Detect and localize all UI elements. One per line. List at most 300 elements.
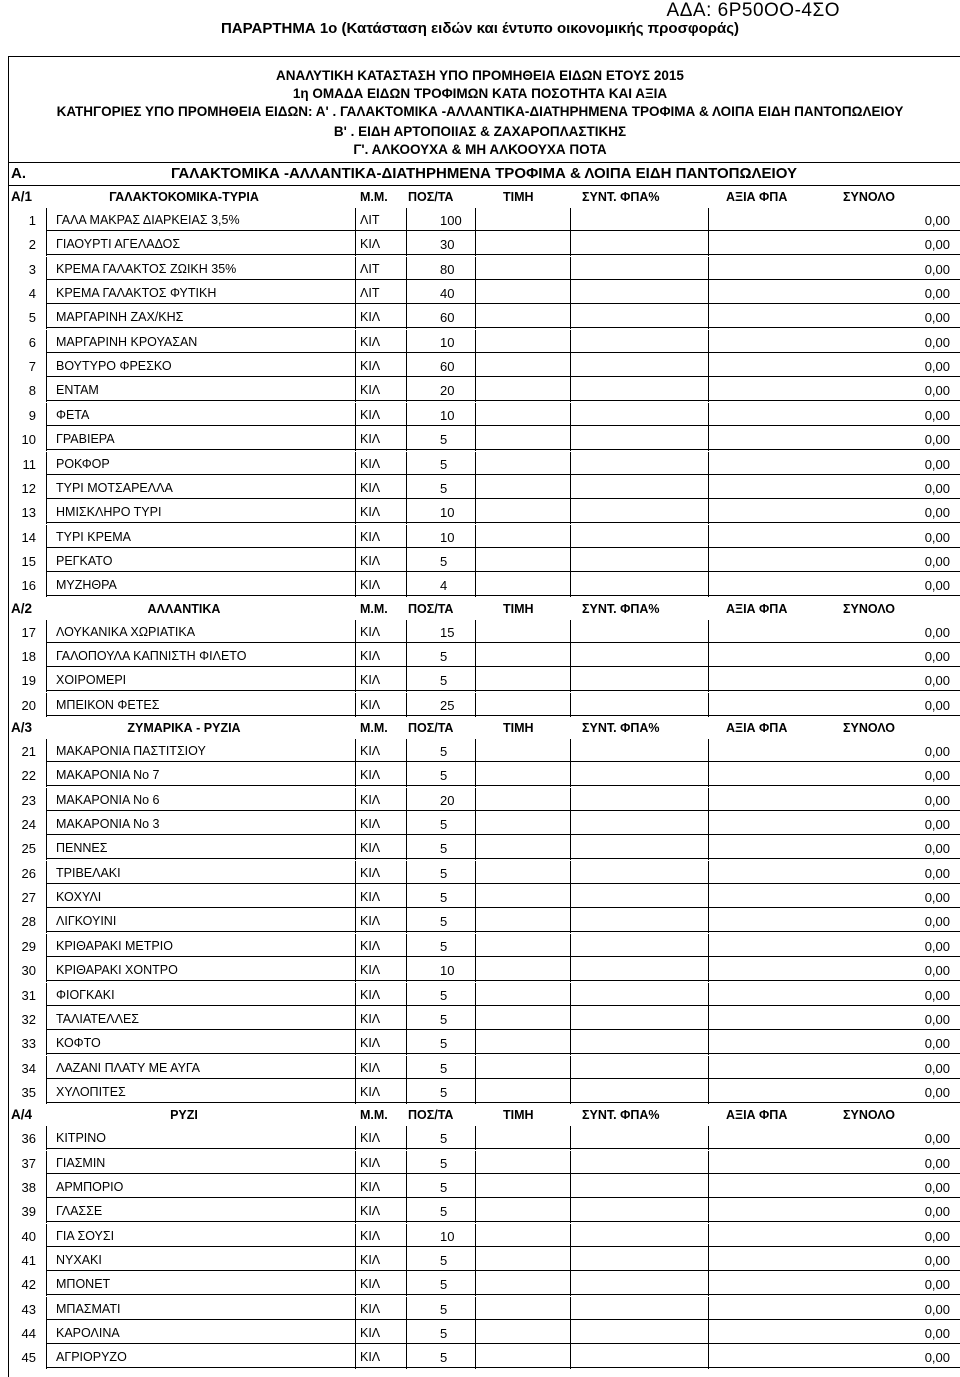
item-number: 32: [21, 1011, 36, 1027]
grid-line: [475, 232, 476, 256]
table-row: [8, 403, 960, 427]
item-number: 43: [21, 1301, 36, 1317]
grid-line: [475, 812, 476, 836]
item-name: ΠΕΝΝΕΣ: [56, 841, 108, 856]
grid-line: [406, 1151, 407, 1175]
table-row: [8, 208, 960, 232]
item-unit: ΚΙΛ: [360, 1277, 381, 1292]
grid-line: [570, 1031, 571, 1055]
grid-line: [406, 693, 407, 717]
grid-line: [406, 549, 407, 573]
item-unit: ΚΙΛ: [360, 1253, 381, 1267]
table-row: [8, 788, 960, 812]
table-row: [8, 668, 960, 692]
item-unit: ΚΙΛ: [360, 1011, 381, 1026]
column-total: ΣΥΝΟΛΟ: [843, 601, 895, 616]
item-unit: ΚΙΛ: [360, 529, 381, 544]
item-number: 45: [21, 1350, 36, 1366]
grid-line: [46, 500, 47, 524]
item-name: ΜΠΟΝΕΤ: [56, 1277, 111, 1292]
grid-line: [475, 500, 476, 524]
table-row: [8, 693, 960, 717]
table-row: [8, 1031, 960, 1055]
column-price: ΤΙΜΗ: [503, 1108, 534, 1123]
item-total: 0,00: [924, 480, 950, 496]
item-name: ΓΛΑΣΣΕ: [56, 1204, 103, 1219]
item-name: ΤΑΛΙΑΤΕΛΛΕΣ: [56, 1011, 140, 1026]
grid-line: [406, 257, 407, 281]
grid-line: [475, 1031, 476, 1055]
grid-line: [355, 525, 356, 549]
row-underline: [46, 690, 960, 691]
item-number: 39: [21, 1204, 36, 1220]
item-number: 18: [21, 648, 36, 664]
item-number: 37: [21, 1155, 36, 1171]
row-underline: [46, 858, 960, 859]
grid-line: [46, 378, 47, 402]
row-underline: [46, 1053, 960, 1054]
table-row: [8, 281, 960, 305]
grid-line: [475, 909, 476, 933]
item-quantity: 10: [440, 529, 455, 545]
grid-line: [708, 549, 709, 573]
item-total: 0,00: [924, 817, 950, 833]
grid-line: [406, 354, 407, 378]
grid-line: [355, 983, 356, 1007]
table-row: [8, 644, 960, 668]
grid-line: [708, 1007, 709, 1031]
grid-line: [406, 644, 407, 668]
grid-line: [475, 934, 476, 958]
item-total: 0,00: [924, 505, 950, 521]
grid-line: [406, 668, 407, 692]
grid-line: [46, 573, 47, 597]
grid-line: [708, 958, 709, 982]
grid-line: [406, 281, 407, 305]
grid-line: [570, 1175, 571, 1199]
item-total: 0,00: [924, 1036, 950, 1052]
grid-line: [475, 257, 476, 281]
grid-line: [406, 958, 407, 982]
item-name: ΚΑΡΟΛΙΝΑ: [56, 1326, 120, 1341]
item-total: 0,00: [924, 286, 950, 302]
item-name: ΛΙΓΚΟΥΙΝΙ: [56, 914, 117, 929]
group-code: Α/4: [11, 1107, 33, 1123]
grid-line: [355, 1056, 356, 1080]
table-row: [8, 1297, 960, 1321]
column-qty: ΠΟΣ/ΤΑ: [408, 721, 454, 735]
item-name: ΧΥΛΟΠΙΤΕΣ: [56, 1084, 126, 1099]
grid-line: [475, 1175, 476, 1199]
grid-line: [406, 1175, 407, 1199]
grid-line: [46, 885, 47, 909]
column-vat-value: ΑΞΙΑ ΦΠΑ: [726, 1108, 788, 1123]
row-underline: [46, 230, 960, 231]
item-unit: ΚΙΛ: [360, 383, 381, 398]
item-name: ΑΡΜΠΟΡΙΟ: [56, 1179, 124, 1194]
grid-line: [355, 1345, 356, 1369]
grid-line: [355, 208, 356, 232]
grid-line: [570, 330, 571, 354]
item-quantity: 5: [440, 1253, 448, 1268]
row-underline: [46, 400, 960, 401]
grid-line: [570, 620, 571, 644]
row-underline: [46, 785, 960, 786]
grid-line: [570, 378, 571, 402]
grid-line: [406, 909, 407, 933]
item-name: ΜΑΡΓΑΡΙΝΗ ΖΑΧ/ΚΗΣ: [56, 310, 184, 325]
item-total: 0,00: [924, 697, 950, 713]
item-total: 0,00: [924, 890, 950, 906]
item-number: 4: [28, 286, 36, 302]
table-row: [8, 861, 960, 885]
table-row: [8, 549, 960, 573]
item-total: 0,00: [924, 1277, 950, 1293]
grid-line: [46, 1297, 47, 1321]
grid-line: [46, 1224, 47, 1248]
grid-line: [708, 403, 709, 427]
section-code: Α.: [11, 165, 26, 182]
item-name: ΓΑΛΟΠΟΥΛΑ ΚΑΠΝΙΣΤΗ ΦΙΛΕΤΟ: [56, 648, 247, 663]
grid-line: [708, 232, 709, 256]
grid-line: [406, 1031, 407, 1055]
grid-line: [708, 281, 709, 305]
grid-line: [475, 378, 476, 402]
grid-line: [406, 1297, 407, 1321]
item-name: ΦΙΟΓΚΑΚΙ: [56, 987, 115, 1002]
grid-line: [708, 763, 709, 787]
grid-line: [570, 1297, 571, 1321]
grid-line: [406, 403, 407, 427]
item-quantity: 10: [440, 334, 455, 350]
grid-line: [475, 1272, 476, 1296]
grid-line: [475, 1126, 476, 1150]
item-name: ΤΥΡΙ ΚΡΕΜΑ: [56, 529, 132, 544]
grid-line: [46, 1007, 47, 1031]
grid-line: [406, 739, 407, 763]
item-total: 0,00: [924, 456, 950, 472]
grid-line: [355, 1248, 356, 1272]
item-total: 0,00: [924, 1179, 950, 1195]
grid-line: [708, 476, 709, 500]
item-number: 23: [21, 792, 36, 808]
item-unit: ΚΙΛ: [360, 1036, 381, 1051]
grid-line: [570, 909, 571, 933]
grid-line: [355, 1321, 356, 1345]
grid-line: [475, 549, 476, 573]
item-quantity: 5: [440, 480, 448, 496]
row-underline: [46, 1294, 960, 1295]
row-underline: [46, 931, 960, 932]
item-unit: ΚΙΛ: [360, 938, 381, 953]
grid-line: [46, 354, 47, 378]
item-number: 25: [21, 841, 36, 857]
item-unit: ΚΙΛ: [360, 768, 381, 783]
grid-line: [708, 257, 709, 281]
table-row: [8, 909, 960, 933]
item-unit: ΚΙΛ: [360, 1179, 381, 1194]
table-row: [8, 257, 960, 281]
grid-line: [475, 427, 476, 451]
item-name: ΚΟΦΤΟ: [56, 1036, 101, 1051]
column-vat-value: ΑΞΙΑ ΦΠΑ: [726, 721, 788, 735]
column-mm: Μ.Μ.: [360, 190, 388, 204]
item-number: 42: [21, 1277, 36, 1293]
item-number: 22: [21, 768, 36, 784]
item-unit: ΚΙΛ: [360, 1131, 381, 1146]
item-total: 0,00: [924, 1326, 950, 1342]
table-row: [8, 1007, 960, 1031]
grid-line: [570, 427, 571, 451]
grid-line: [46, 836, 47, 860]
item-name: ΦΕΤΑ: [56, 407, 90, 422]
group-header: [8, 1104, 960, 1126]
item-total: 0,00: [924, 744, 950, 759]
item-total: 0,00: [924, 261, 950, 277]
grid-line: [570, 1151, 571, 1175]
item-number: 19: [21, 673, 36, 689]
column-mm: Μ.Μ.: [360, 721, 388, 735]
grid-line: [406, 1126, 407, 1150]
item-unit: ΚΙΛ: [360, 237, 381, 252]
item-total: 0,00: [924, 648, 950, 664]
item-total: 0,00: [924, 914, 950, 930]
grid-line: [475, 1321, 476, 1345]
item-quantity: 5: [440, 744, 448, 759]
grid-line: [355, 452, 356, 476]
grid-line: [570, 644, 571, 668]
item-name: ΚΡΙΘΑΡΑΚΙ ΧΟΝΤΡΟ: [56, 963, 178, 978]
grid-line: [46, 958, 47, 982]
item-unit: ΚΙΛ: [360, 987, 381, 1002]
group-header: [8, 598, 960, 620]
annex-title: ΠΑΡΑΡΤΗΜΑ 1ο (Κατάσταση ειδών και έντυπο οικονομικής προσφοράς): [220, 20, 740, 37]
table-row: [8, 330, 960, 354]
group-header: [8, 186, 960, 208]
item-quantity: 5: [440, 1277, 448, 1293]
grid-line: [708, 1345, 709, 1369]
item-number: 24: [21, 817, 36, 833]
item-number: 29: [21, 938, 36, 954]
grid-line: [355, 427, 356, 451]
item-number: 14: [21, 529, 36, 545]
grid-line: [570, 452, 571, 476]
item-quantity: 5: [440, 1350, 448, 1366]
grid-line: [708, 836, 709, 860]
item-name: ΝΥΧΑΚΙ: [56, 1253, 102, 1267]
grid-line: [708, 693, 709, 717]
item-total: 0,00: [924, 1204, 950, 1220]
grid-line: [708, 983, 709, 1007]
header-line-4: Β' . ΕΙΔΗ ΑΡΤΟΠΟΙΙΑΣ & ΖΑΧΑΡΟΠΛΑΣΤΙΚΗΣ: [333, 124, 627, 139]
row-underline: [46, 279, 960, 280]
grid-line: [355, 739, 356, 763]
table-row: [8, 452, 960, 476]
column-mm: Μ.Μ.: [360, 601, 388, 616]
column-qty: ΠΟΣ/ΤΑ: [408, 601, 454, 616]
table-row: [8, 620, 960, 644]
grid-line: [406, 427, 407, 451]
row-underline: [46, 352, 960, 353]
column-total: ΣΥΝΟΛΟ: [843, 190, 895, 204]
grid-line: [355, 693, 356, 717]
item-unit: ΚΙΛ: [360, 890, 381, 905]
item-name: ΓΙΑΣΜΙΝ: [56, 1155, 106, 1170]
grid-line: [570, 573, 571, 597]
item-number: 6: [28, 334, 36, 350]
group-title: ΑΛΛΑΝΤΙΚΑ: [147, 601, 221, 616]
grid-line: [46, 788, 47, 812]
grid-line: [708, 378, 709, 402]
item-number: 41: [21, 1253, 36, 1268]
item-unit: ΚΙΛ: [360, 1155, 381, 1170]
grid-line: [708, 1321, 709, 1345]
item-name: ΕΝΤΑΜ: [56, 383, 99, 398]
table-row: [8, 232, 960, 256]
grid-line: [406, 934, 407, 958]
item-total: 0,00: [924, 310, 950, 326]
row-underline: [46, 761, 960, 762]
item-name: ΜΑΡΓΑΡΙΝΗ ΚΡΟΥΑΣΑΝ: [56, 334, 198, 349]
item-quantity: 5: [440, 1131, 448, 1147]
grid-line: [355, 620, 356, 644]
item-unit: ΚΙΛ: [360, 407, 381, 422]
grid-line: [406, 788, 407, 812]
item-name: ΜΠΑΣΜΑΤΙ: [56, 1301, 121, 1316]
item-unit: ΚΙΛ: [360, 624, 381, 639]
grid-line: [570, 983, 571, 1007]
item-unit: ΚΙΛ: [360, 578, 381, 593]
grid-line: [570, 500, 571, 524]
row-underline: [46, 956, 960, 957]
item-name: ΓΑΛΑ ΜΑΚΡΑΣ ΔΙΑΡΚΕΙΑΣ 3,5%: [56, 213, 240, 227]
grid-line: [475, 354, 476, 378]
item-total: 0,00: [924, 1253, 950, 1268]
item-number: 7: [28, 359, 36, 375]
item-name: ΧΟΙΡΟΜΕΡΙ: [56, 673, 127, 688]
item-quantity: 5: [440, 1155, 448, 1171]
grid-line: [46, 861, 47, 885]
item-unit: ΚΙΛ: [360, 817, 381, 832]
column-vat: ΣΥΝΤ. ΦΠΑ%: [582, 190, 660, 204]
item-number: 33: [21, 1036, 36, 1052]
grid-line: [46, 427, 47, 451]
grid-line: [46, 693, 47, 717]
group-code: Α/2: [11, 600, 33, 616]
item-unit: ΚΙΛ: [360, 914, 381, 929]
row-underline: [46, 254, 960, 255]
row-underline: [46, 1005, 960, 1006]
grid-line: [46, 620, 47, 644]
grid-line: [406, 620, 407, 644]
item-total: 0,00: [924, 624, 950, 640]
group-header: [8, 717, 960, 739]
item-number: 35: [21, 1084, 36, 1100]
grid-line: [570, 788, 571, 812]
grid-line: [355, 573, 356, 597]
group-title: ΡΥΖΙ: [170, 1108, 198, 1123]
grid-line: [475, 1248, 476, 1272]
item-unit: ΚΙΛ: [360, 334, 381, 349]
grid-line: [46, 403, 47, 427]
item-total: 0,00: [924, 407, 950, 423]
column-qty: ΠΟΣ/ΤΑ: [408, 1108, 454, 1123]
item-quantity: 10: [440, 1228, 455, 1244]
grid-line: [570, 1080, 571, 1104]
grid-line: [46, 1126, 47, 1150]
grid-line: [355, 1199, 356, 1223]
item-unit: ΚΙΛ: [360, 1228, 381, 1243]
column-mm: Μ.Μ.: [360, 1108, 388, 1123]
grid-line: [406, 983, 407, 1007]
grid-line: [46, 525, 47, 549]
item-quantity: 5: [440, 1084, 448, 1100]
grid-line: [355, 354, 356, 378]
grid-line: [570, 1056, 571, 1080]
item-unit: ΚΙΛ: [360, 553, 381, 568]
item-total: 0,00: [924, 578, 950, 594]
item-total: 0,00: [924, 213, 950, 228]
grid-line: [570, 525, 571, 549]
row-underline: [46, 666, 960, 667]
column-total: ΣΥΝΟΛΟ: [843, 721, 895, 735]
grid-line: [355, 934, 356, 958]
grid-line: [708, 427, 709, 451]
item-name: ΚΡΙΘΑΡΑΚΙ ΜΕΤΡΙΟ: [56, 938, 173, 953]
grid-line: [406, 1345, 407, 1369]
item-number: 5: [28, 310, 36, 326]
item-unit: ΚΙΛ: [360, 1084, 381, 1099]
grid-line: [708, 885, 709, 909]
grid-line: [406, 885, 407, 909]
table-row: [8, 739, 960, 763]
grid-line: [406, 836, 407, 860]
grid-line: [406, 1321, 407, 1345]
item-quantity: 5: [440, 553, 448, 569]
grid-line: [46, 983, 47, 1007]
item-unit: ΚΙΛ: [360, 744, 381, 758]
grid-line: [46, 739, 47, 763]
grid-line: [708, 934, 709, 958]
item-unit: ΚΙΛ: [360, 865, 381, 880]
item-number: 28: [21, 914, 36, 930]
grid-line: [46, 281, 47, 305]
column-vat: ΣΥΝΤ. ΦΠΑ%: [582, 1108, 660, 1123]
grid-line: [475, 763, 476, 787]
grid-line: [570, 1345, 571, 1369]
table-row: [8, 1175, 960, 1199]
item-quantity: 10: [440, 407, 455, 423]
item-total: 0,00: [924, 841, 950, 857]
item-quantity: 5: [440, 1011, 448, 1027]
grid-line: [355, 476, 356, 500]
grid-line: [355, 403, 356, 427]
grid-line: [475, 1199, 476, 1223]
row-underline: [46, 980, 960, 981]
table-row: [8, 836, 960, 860]
item-number: 16: [21, 578, 36, 594]
column-vat: ΣΥΝΤ. ΦΠΑ%: [582, 601, 660, 616]
header-line-2: 1η ΟΜΑΔΑ ΕΙΔΩΝ ΤΡΟΦΙΜΩΝ ΚΑΤΑ ΠΟΣΟΤΗΤΑ ΚΑΙ ΑΞΙΑ: [292, 86, 668, 101]
item-number: 17: [21, 624, 36, 640]
row-underline: [46, 547, 960, 548]
grid-line: [708, 330, 709, 354]
grid-line: [708, 1272, 709, 1296]
item-name: ΓΙΑΟΥΡΤΙ ΑΓΕΛΑΔΟΣ: [56, 237, 181, 252]
item-unit: ΚΙΛ: [360, 1060, 381, 1075]
grid-line: [475, 1007, 476, 1031]
grid-line: [46, 232, 47, 256]
